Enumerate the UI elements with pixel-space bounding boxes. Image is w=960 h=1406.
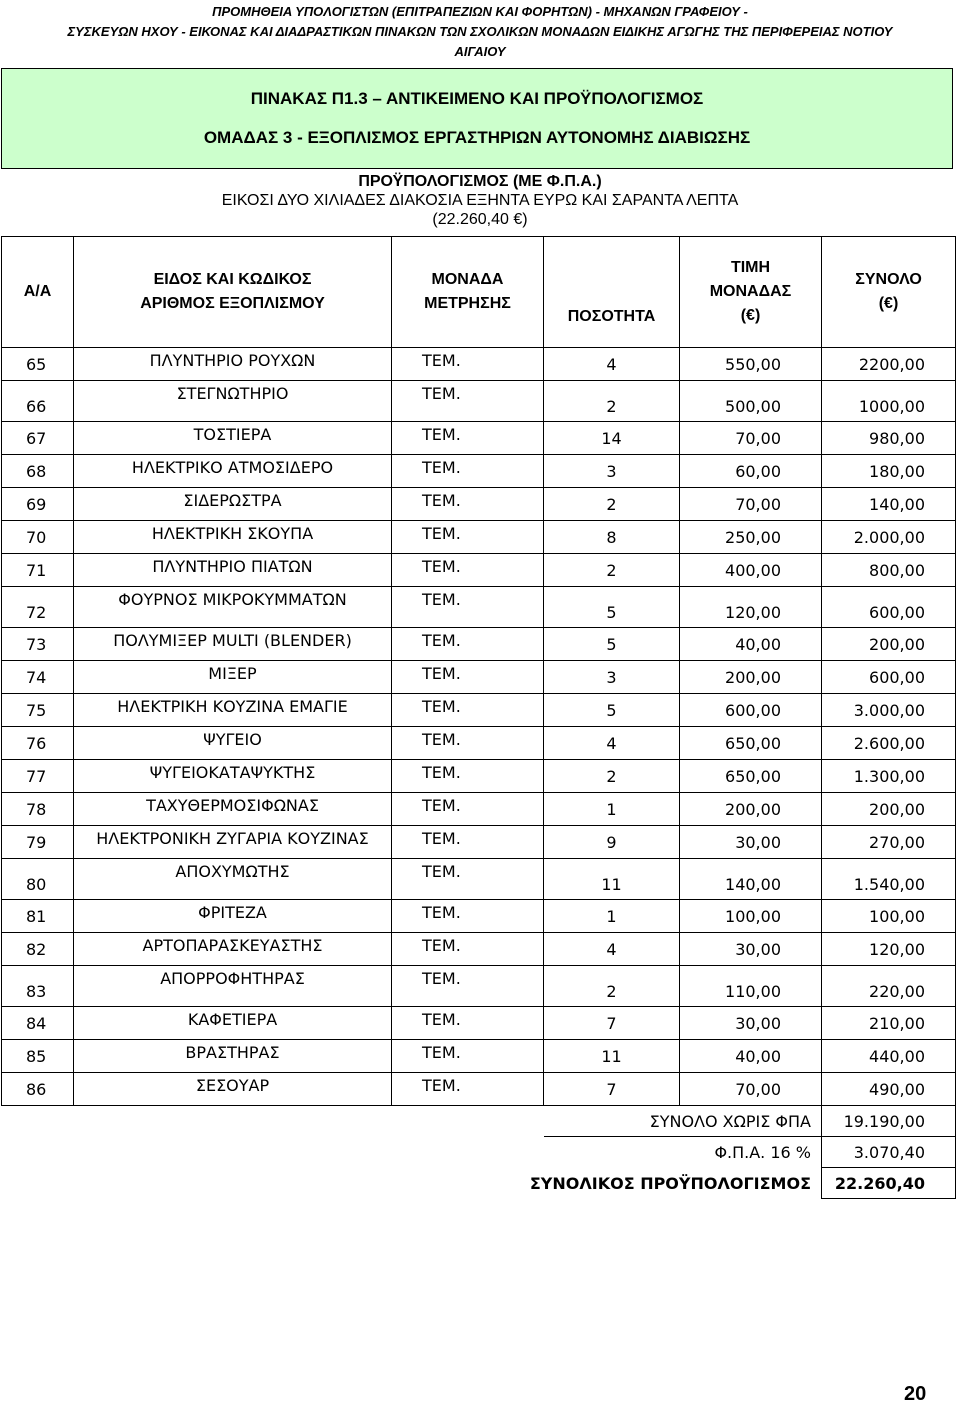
quantity: 2 [544,554,680,587]
unit-of-measure: ΤΕΜ. [392,727,544,760]
unit-of-measure: ΤΕΜ. [392,381,544,422]
quantity: 5 [544,587,680,628]
line-total: 100,00 [822,900,956,933]
item-description: ΑΡΤΟΠΑΡΑΣΚΕΥΑΣΤΗΣ [74,933,392,966]
line-total: 3.000,00 [822,694,956,727]
budget-block [0,172,960,229]
unit-of-measure: ΤΕΜ. [392,554,544,587]
unit-price: 200,00 [680,793,822,826]
row-number: 83 [2,966,74,1007]
table-row [2,455,956,488]
unit-of-measure: ΤΕΜ. [392,933,544,966]
table-row [2,661,956,694]
net-label: ΣΥΝΟΛΟ ΧΩΡΙΣ ΦΠΑ [544,1106,822,1137]
unit-price: 600,00 [680,694,822,727]
quantity: 7 [544,1007,680,1040]
table-row [2,760,956,793]
unit-of-measure: ΤΕΜ. [392,587,544,628]
col-unit [392,237,544,348]
table-row [2,348,956,381]
quantity: 4 [544,727,680,760]
quantity: 5 [544,628,680,661]
row-number: 66 [2,381,74,422]
unit-of-measure: ΤΕΜ. [392,859,544,900]
unit-price: 400,00 [680,554,822,587]
item-description: ΨΥΓΕΙΟΚΑΤΑΨΥΚΤΗΣ [74,760,392,793]
spacer [2,1106,544,1137]
item-description: ΗΛΕΚΤΡΟΝΙΚΗ ΖΥΓΑΡΙΑ ΚΟΥΖΙΝΑΣ [74,826,392,859]
row-number: 76 [2,727,74,760]
budget-amount: (22.260,40 €) [432,211,528,228]
line-total: 800,00 [822,554,956,587]
unit-price: 650,00 [680,760,822,793]
line-total: 200,00 [822,793,956,826]
col-total-line2: (€) [878,295,899,312]
header-line-2: ΣΥΣΚΕΥΩΝ ΗΧΟΥ - ΕΙΚΟΝΑΣ ΚΑΙ ΔΙΑΔΡΑΣΤΙΚΩΝ ΠΙΝΑΚΩΝ ΤΩΝ ΣΧΟΛΙΚΩΝ ΜΟΝΑΔΩΝ ΕΙΔΙΚΗΣ ΑΓΩΓΗΣ ΤΗΣ ΠΕΡΙΦΕΡΕΙΑΣ ΝΟΤΙΟΥ [67,24,893,39]
unit-of-measure: ΤΕΜ. [392,826,544,859]
item-description: ΦΡΙΤΕΖΑ [74,900,392,933]
unit-of-measure: ΤΕΜ. [392,1040,544,1073]
line-total: 210,00 [822,1007,956,1040]
line-total: 120,00 [822,933,956,966]
budget-in-words: ΕΙΚΟΣΙ ΔΥΟ ΧΙΛΙΑΔΕΣ ΔΙΑΚΟΣΙΑ ΕΞΗΝΤΑ ΕΥΡΩ ΚΑΙ ΣΑΡΑΝΤΑ ΛΕΠΤΑ [221,192,739,209]
header-line-3: ΑΙΓΑΙΟΥ [454,44,506,59]
unit-price: 500,00 [680,381,822,422]
item-description: ΜΙΞΕΡ [74,661,392,694]
table-subtitle: ΟΜΑΔΑΣ 3 - ΕΞΟΠΛΙΣΜΟΣ ΕΡΓΑΣΤΗΡΙΩΝ ΑΥΤΟΝΟΜΗΣ ΔΙΑΒΙΩΣΗΣ [203,128,751,147]
unit-price: 250,00 [680,521,822,554]
item-description: ΚΑΦΕΤΙΕΡΑ [74,1007,392,1040]
col-price-line3: (€) [740,307,761,324]
line-total: 600,00 [822,661,956,694]
row-number: 73 [2,628,74,661]
col-description-line2: ΑΡΙΘΜΟΣ ΕΞΟΠΛΙΣΜΟΥ [140,295,325,312]
unit-of-measure: ΤΕΜ. [392,760,544,793]
unit-price: 550,00 [680,348,822,381]
item-description: ΣΤΕΓΝΩΤΗΡΙΟ [74,381,392,422]
row-number: 72 [2,587,74,628]
item-description: ΑΠΟΡΡΟΦΗΤΗΡΑΣ [74,966,392,1007]
col-total-line1: ΣΥΝΟΛΟ [855,271,922,288]
line-total: 2.600,00 [822,727,956,760]
table-row [2,1073,956,1106]
header-line-1: ΠΡΟΜΗΘΕΙΑ ΥΠΟΛΟΓΙΣΤΩΝ (ΕΠΙΤΡΑΠΕΖΙΩΝ ΚΑΙ ΦΟΡΗΤΩΝ) - ΜΗΧΑΝΩΝ ΓΡΑΦΕΙΟΥ - [212,4,748,19]
unit-price: 70,00 [680,488,822,521]
row-number: 80 [2,859,74,900]
unit-of-measure: ΤΕΜ. [392,900,544,933]
table-row [2,554,956,587]
item-description: ΠΛΥΝΤΗΡΙΟ ΡΟΥΧΩΝ [74,348,392,381]
quantity: 1 [544,793,680,826]
table-row [2,381,956,422]
line-total: 140,00 [822,488,956,521]
item-description: ΤΟΣΤΙΕΡΑ [74,422,392,455]
col-quantity-label: ΠΟΣΟΤΗΤΑ [567,308,656,325]
unit-price: 30,00 [680,933,822,966]
spacer [2,1168,392,1199]
summary-grand-row [2,1168,956,1199]
unit-of-measure: ΤΕΜ. [392,488,544,521]
row-number: 78 [2,793,74,826]
col-quantity [544,237,680,348]
line-total: 1.300,00 [822,760,956,793]
table-row [2,900,956,933]
quantity: 3 [544,455,680,488]
col-price-line2: ΜΟΝΑΔΑΣ [709,283,792,300]
item-description: ΗΛΕΚΤΡΙΚΟ ΑΤΜΟΣΙΔΕΡΟ [74,455,392,488]
row-number: 79 [2,826,74,859]
unit-price: 40,00 [680,628,822,661]
unit-price: 650,00 [680,727,822,760]
item-description: ΣΙΔΕΡΩΣΤΡΑ [74,488,392,521]
table-row [2,488,956,521]
table-row [2,966,956,1007]
budget-heading: ΠΡΟΫΠΟΛΟΓΙΣΜΟΣ (ΜΕ Φ.Π.Α.) [358,173,602,190]
line-total: 2.000,00 [822,521,956,554]
unit-of-measure: ΤΕΜ. [392,661,544,694]
document-header [0,2,960,62]
table-row [2,793,956,826]
spacer [2,1137,544,1168]
table-row [2,727,956,760]
quantity: 7 [544,1073,680,1106]
row-number: 67 [2,422,74,455]
row-number: 68 [2,455,74,488]
net-value: 19.190,00 [822,1106,956,1137]
item-description: ΣΕΣΟΥΑΡ [74,1073,392,1106]
page-number: 20 [904,1383,927,1405]
unit-price: 70,00 [680,1073,822,1106]
table-row [2,933,956,966]
unit-of-measure: ΤΕΜ. [392,348,544,381]
table-header-row [2,237,956,348]
unit-of-measure: ΤΕΜ. [392,422,544,455]
unit-price: 30,00 [680,826,822,859]
unit-of-measure: ΤΕΜ. [392,1073,544,1106]
row-number: 82 [2,933,74,966]
quantity: 14 [544,422,680,455]
item-description: ΦΟΥΡΝΟΣ ΜΙΚΡΟΚΥΜΜΑΤΩΝ [74,587,392,628]
table-row [2,628,956,661]
table-title: ΠΙΝΑΚΑΣ Π1.3 – ΑΝΤΙΚΕΙΜΕΝΟ ΚΑΙ ΠΡΟΫΠΟΛΟΓΙΣΜΟΣ [250,89,704,108]
row-number: 85 [2,1040,74,1073]
quantity: 3 [544,661,680,694]
item-description: ΑΠΟΧΥΜΩΤΗΣ [74,859,392,900]
quantity: 1 [544,900,680,933]
line-total: 440,00 [822,1040,956,1073]
col-price-line1: ΤΙΜΗ [730,259,771,276]
unit-of-measure: ΤΕΜ. [392,455,544,488]
row-number: 75 [2,694,74,727]
line-total: 200,00 [822,628,956,661]
table-title-banner [1,68,953,169]
unit-price: 100,00 [680,900,822,933]
item-description: ΠΛΥΝΤΗΡΙΟ ΠΙΑΤΩΝ [74,554,392,587]
table-body [2,348,956,1106]
col-aa-label: Α/Α [23,283,52,300]
table-row [2,826,956,859]
unit-price: 140,00 [680,859,822,900]
quantity: 5 [544,694,680,727]
line-total: 980,00 [822,422,956,455]
table-row [2,422,956,455]
line-total: 180,00 [822,455,956,488]
item-description: ΗΛΕΚΤΡΙΚΗ ΚΟΥΖΙΝΑ ΕΜΑΓΙΕ [74,694,392,727]
col-description-line1: ΕΙΔΟΣ ΚΑΙ ΚΩΔΙΚΟΣ [153,271,312,288]
grand-total-label: ΣΥΝΟΛΙΚΟΣ ΠΡΟΫΠΟΛΟΓΙΣΜΟΣ [529,1173,811,1193]
row-number: 71 [2,554,74,587]
item-description: ΗΛΕΚΤΡΙΚΗ ΣΚΟΥΠΑ [74,521,392,554]
unit-of-measure: ΤΕΜ. [392,1007,544,1040]
quantity: 8 [544,521,680,554]
unit-of-measure: ΤΕΜ. [392,628,544,661]
table-row [2,521,956,554]
col-total [822,237,956,348]
line-total: 270,00 [822,826,956,859]
unit-price: 120,00 [680,587,822,628]
col-description [74,237,392,348]
row-number: 69 [2,488,74,521]
quantity: 9 [544,826,680,859]
item-description: ΒΡΑΣΤΗΡΑΣ [74,1040,392,1073]
unit-price: 40,00 [680,1040,822,1073]
table-row [2,859,956,900]
col-unit-line1: ΜΟΝΑΔΑ [431,271,504,288]
quantity: 4 [544,348,680,381]
row-number: 81 [2,900,74,933]
grand-total-value: 22.260,40 [822,1168,956,1199]
line-total: 2200,00 [822,348,956,381]
unit-price: 110,00 [680,966,822,1007]
unit-price: 70,00 [680,422,822,455]
summary-vat-row [2,1137,956,1168]
unit-price: 30,00 [680,1007,822,1040]
unit-of-measure: ΤΕΜ. [392,966,544,1007]
row-number: 84 [2,1007,74,1040]
vat-value: 3.070,40 [822,1137,956,1168]
line-total: 1000,00 [822,381,956,422]
vat-label: Φ.Π.Α. 16 % [714,1142,811,1162]
quantity: 2 [544,381,680,422]
row-number: 86 [2,1073,74,1106]
line-total: 490,00 [822,1073,956,1106]
summary-net-row [2,1106,956,1137]
item-description: ΠΟΛΥΜΙΞΕΡ MULTI (BLENDER) [74,628,392,661]
unit-price: 60,00 [680,455,822,488]
item-description: ΤΑΧΥΘΕΡΜΟΣΙΦΩΝΑΣ [74,793,392,826]
row-number: 65 [2,348,74,381]
budget-table [1,236,956,1199]
row-number: 77 [2,760,74,793]
line-total: 220,00 [822,966,956,1007]
item-description: ΨΥΓΕΙΟ [74,727,392,760]
quantity: 2 [544,488,680,521]
quantity: 11 [544,1040,680,1073]
unit-of-measure: ΤΕΜ. [392,521,544,554]
quantity: 2 [544,760,680,793]
col-unit-price [680,237,822,348]
line-total: 1.540,00 [822,859,956,900]
unit-of-measure: ΤΕΜ. [392,793,544,826]
table-row [2,587,956,628]
unit-of-measure: ΤΕΜ. [392,694,544,727]
table-row [2,1040,956,1073]
unit-price: 200,00 [680,661,822,694]
table-row [2,694,956,727]
quantity: 11 [544,859,680,900]
quantity: 2 [544,966,680,1007]
col-aa [2,237,74,348]
table-row [2,1007,956,1040]
quantity: 4 [544,933,680,966]
col-unit-line2: ΜΕΤΡΗΣΗΣ [424,295,511,312]
line-total: 600,00 [822,587,956,628]
row-number: 70 [2,521,74,554]
row-number: 74 [2,661,74,694]
